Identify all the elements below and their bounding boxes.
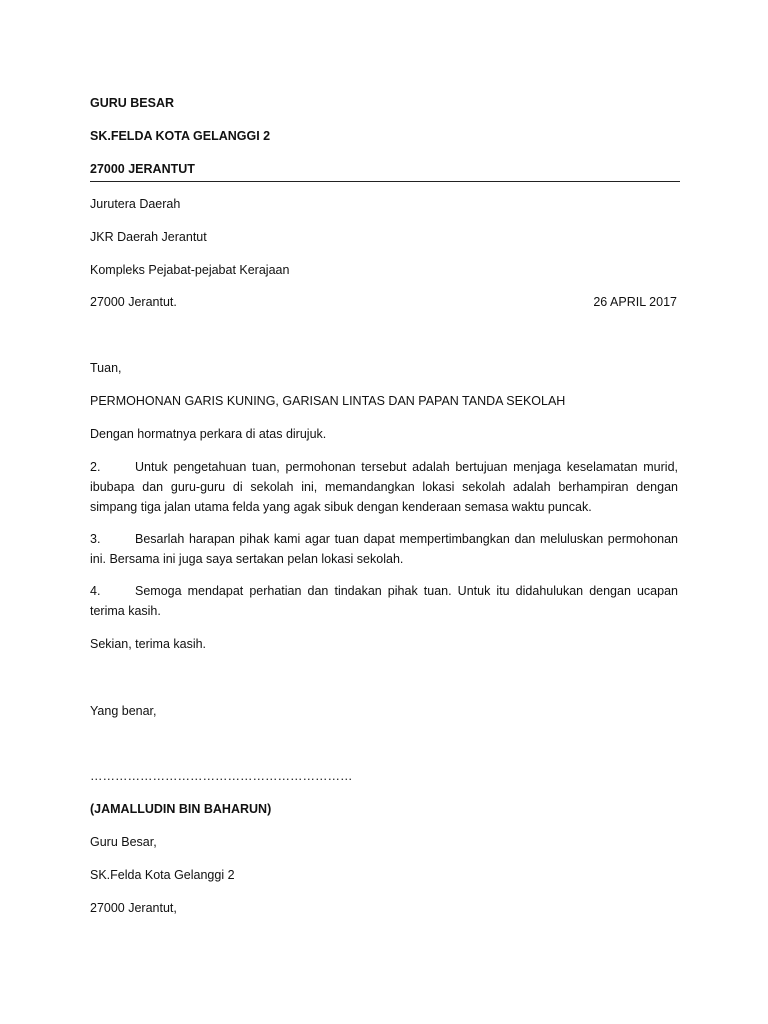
closing-line: Sekian, terima kasih. — [90, 637, 207, 651]
sender-postcode-town: 27000 JERANTUT — [90, 162, 195, 176]
opening-line: Dengan hormatnya perkara di atas dirujuk. — [90, 427, 327, 441]
recipient-line-2: JKR Daerah Jerantut — [90, 230, 207, 244]
signature-line: ……………………………………………………… — [90, 769, 353, 783]
subject-line: PERMOHONAN GARIS KUNING, GARISAN LINTAS DAN PAPAN TANDA SEKOLAH — [90, 394, 566, 408]
paragraph-text: Besarlah harapan pihak kami agar tuan dapat mempertimbangkan dan meluluskan permohonan ini. Bersama ini juga saya sertakan pelan lokasi sekolah. — [90, 532, 678, 566]
recipient-line-3: Kompleks Pejabat-pejabat Kerajaan — [90, 263, 290, 277]
signatory-position: Guru Besar, — [90, 835, 157, 849]
paragraph-text: Untuk pengetahuan tuan, permohonan tersebut adalah bertujuan menjaga keselamatan murid, ibubapa dan guru-guru di sekolah ini, memandangkan lokasi sekolah adalah berhampiran dengan simpang tiga jalan utama felda yang agak sibuk dengan kenderaan semasa waktu puncak. — [90, 460, 678, 514]
sign-off: Yang benar, — [90, 704, 157, 718]
paragraph-4 — [90, 581, 678, 621]
sender-school: SK.FELDA KOTA GELANGGI 2 — [90, 129, 271, 143]
signatory-school: SK.Felda Kota Gelanggi 2 — [90, 868, 235, 882]
paragraph-number: 4. — [90, 584, 101, 598]
paragraph-number: 3. — [90, 532, 101, 546]
header-divider — [90, 181, 680, 182]
paragraph-number: 2. — [90, 460, 101, 474]
signatory-postcode-town: 27000 Jerantut, — [90, 901, 177, 915]
salutation: Tuan, — [90, 361, 122, 375]
letter-date: 26 APRIL 2017 — [593, 295, 677, 309]
paragraph-text: Semoga mendapat perhatian dan tindakan pihak tuan. Untuk itu didahulukan dengan ucapan terima kasih. — [90, 584, 678, 618]
sender-title: GURU BESAR — [90, 96, 175, 110]
paragraph-2 — [90, 457, 678, 517]
recipient-line-4: 27000 Jerantut. — [90, 295, 177, 309]
signatory-name: (JAMALLUDIN BIN BAHARUN) — [90, 802, 272, 816]
recipient-line-1: Jurutera Daerah — [90, 197, 181, 211]
paragraph-3 — [90, 529, 678, 569]
